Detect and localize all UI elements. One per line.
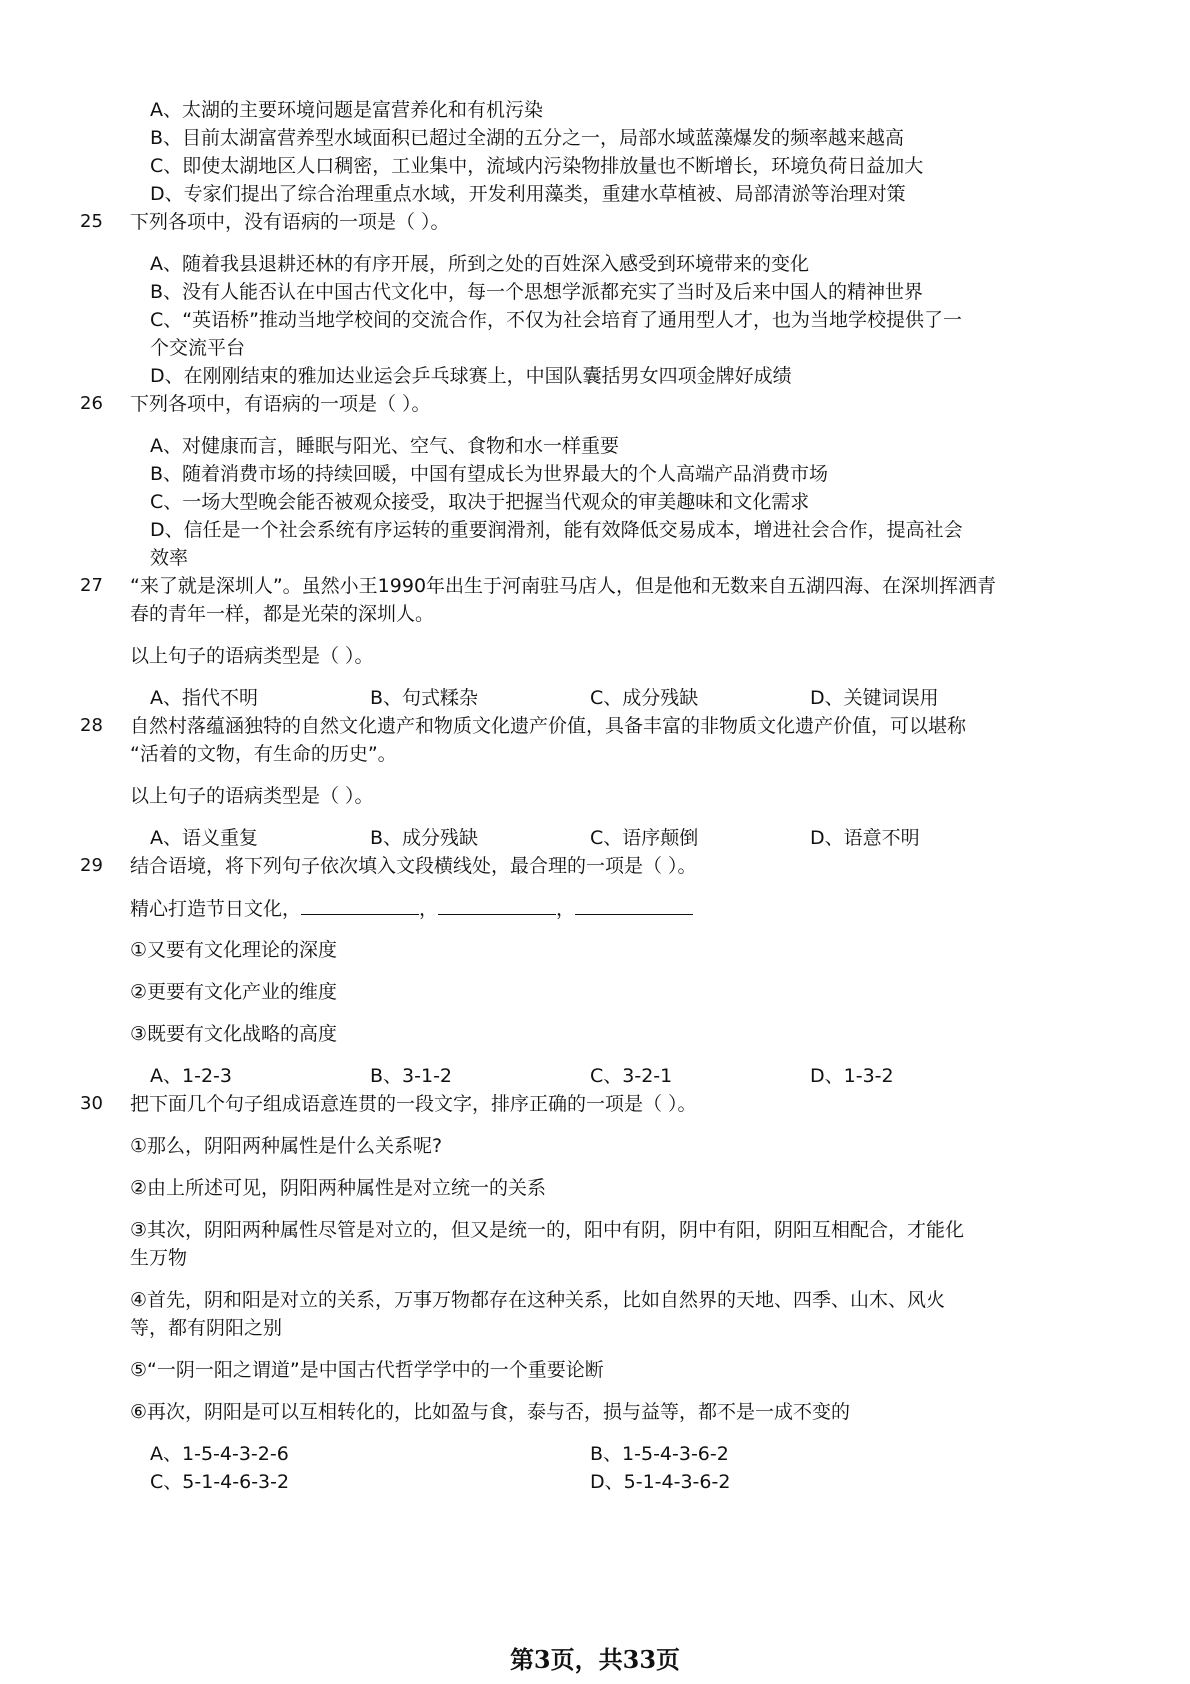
q25-option-c-cont: 个交流平台 [150, 337, 246, 359]
question-number: 30 [80, 1093, 103, 1114]
q27-option-d: D、关键词误用 [810, 687, 939, 709]
q24-option-b: B、目前太湖富营养型水域面积已超过全湖的五分之一，局部水域蓝藻爆发的频率越来越高 [150, 127, 905, 149]
blank-3 [575, 896, 693, 915]
q25-option-a: A、随着我县退耕还林的有序开展，所到之处的百姓深入感受到环境带来的变化 [150, 253, 809, 275]
q28-option-b: B、成分残缺 [370, 827, 479, 849]
question-number: 25 [80, 211, 103, 232]
question-number: 27 [80, 575, 103, 596]
q29-item-1: ①又要有文化理论的深度 [130, 939, 338, 961]
q26-option-d: D、信任是一个社会系统有序运转的重要润滑剂，能有效降低交易成本，增进社会合作，提高社会 [150, 519, 963, 541]
q30-sentence-4: ④首先，阴和阳是对立的关系，万事万物都存在这种关系，比如自然界的天地、四季、山木、风火 [130, 1289, 946, 1311]
question-prompt: 以上句子的语病类型是（ ）。 [130, 645, 374, 667]
q30-option-c: C、5-1-4-6-3-2 [150, 1471, 290, 1493]
separator: ， [556, 898, 576, 920]
q28-option-c: C、语序颠倒 [590, 827, 699, 849]
blank-1 [301, 896, 419, 915]
q24-option-a: A、太湖的主要环境问题是富营养化和有机污染 [150, 99, 543, 121]
q26-option-d-cont: 效率 [150, 547, 189, 569]
q25-option-c: C、“英语桥”推动当地学校间的交流合作，不仅为社会培育了通用型人才，也为当地学校提供了一 [150, 309, 962, 331]
passage-start: 精心打造节日文化， [130, 898, 302, 920]
question-stem-cont: “活着的文物，有生命的历史”。 [130, 743, 397, 765]
question-number: 28 [80, 715, 103, 736]
question-stem: 下列各项中，有语病的一项是（ ）。 [130, 393, 431, 415]
q30-option-b: B、1-5-4-3-6-2 [590, 1443, 729, 1465]
fill-in-passage [130, 896, 693, 921]
q27-option-b: B、句式糅杂 [370, 687, 479, 709]
question-stem: 把下面几个句子组成语意连贯的一段文字，排序正确的一项是（ ）。 [130, 1093, 697, 1115]
q29-option-d: D、1-3-2 [810, 1065, 894, 1087]
page-footer: 第3页，共33页 [509, 1645, 681, 1674]
q25-option-b: B、没有人能否认在中国古代文化中，每一个思想学派都充实了当时及后来中国人的精神世界 [150, 281, 924, 303]
question-prompt: 以上句子的语病类型是（ ）。 [130, 785, 374, 807]
q26-option-a: A、对健康而言，睡眠与阳光、空气、食物和水一样重要 [150, 435, 619, 457]
q30-sentence-1: ①那么，阴阳两种属性是什么关系呢? [130, 1135, 443, 1157]
question-stem-cont: 春的青年一样，都是光荣的深圳人。 [130, 603, 435, 625]
q26-option-b: B、随着消费市场的持续回暖，中国有望成长为世界最大的个人高端产品消费市场 [150, 463, 829, 485]
q30-option-d: D、5-1-4-3-6-2 [590, 1471, 731, 1493]
q26-option-c: C、一场大型晚会能否被观众接受，取决于把握当代观众的审美趣味和文化需求 [150, 491, 810, 513]
question-number: 26 [80, 393, 103, 414]
question-stem: 结合语境，将下列句子依次填入文段横线处，最合理的一项是（ ）。 [130, 855, 697, 877]
q30-sentence-5: ⑤“一阴一阳之谓道”是中国古代哲学学中的一个重要论断 [130, 1359, 604, 1381]
q29-item-3: ③既要有文化战略的高度 [130, 1023, 338, 1045]
q28-option-d: D、语意不明 [810, 827, 920, 849]
q30-sentence-2: ②由上所述可见，阴阳两种属性是对立统一的关系 [130, 1177, 547, 1199]
q27-option-c: C、成分残缺 [590, 687, 699, 709]
q30-option-a: A、1-5-4-3-2-6 [150, 1443, 289, 1465]
question-stem: “来了就是深圳人”。虽然小王1990年出生于河南驻马店人，但是他和无数来自五湖四海、在深圳挥洒青 [130, 575, 997, 597]
q30-sentence-3: ③其次，阴阳两种属性尽管是对立的，但又是统一的，阳中有阴，阴中有阳，阴阳互相配合，才能化 [130, 1219, 965, 1241]
question-stem: 下列各项中，没有语病的一项是（ ）。 [130, 211, 450, 233]
q28-option-a: A、语义重复 [150, 827, 258, 849]
question-stem: 自然村落蕴涵独特的自然文化遗产和物质文化遗产价值，具备丰富的非物质文化遗产价值，可以堪称 [130, 715, 967, 737]
q30-sentence-6: ⑥再次，阴阳是可以互相转化的，比如盈与食，泰与否，损与益等，都不是一成不变的 [130, 1401, 851, 1423]
q24-option-d: D、专家们提出了综合治理重点水域，开发利用藻类，重建水草植被、局部清淤等治理对策 [150, 183, 906, 205]
q29-item-2: ②更要有文化产业的维度 [130, 981, 338, 1003]
q30-sentence-4-cont: 等，都有阴阳之别 [130, 1317, 283, 1339]
q30-sentence-3-cont: 生万物 [130, 1247, 188, 1269]
blank-2 [438, 896, 556, 915]
separator: ， [419, 898, 439, 920]
q25-option-d: D、在刚刚结束的雅加达业运会乒乓球赛上，中国队囊括男女四项金牌好成绩 [150, 365, 792, 387]
q29-option-b: B、3-1-2 [370, 1065, 453, 1087]
q27-option-a: A、指代不明 [150, 687, 258, 709]
q24-option-c: C、即使太湖地区人口稠密，工业集中，流域内污染物排放量也不断增长，环境负荷日益加大 [150, 155, 924, 177]
q29-option-a: A、1-2-3 [150, 1065, 232, 1087]
q29-option-c: C、3-2-1 [590, 1065, 673, 1087]
question-number: 29 [80, 855, 103, 876]
